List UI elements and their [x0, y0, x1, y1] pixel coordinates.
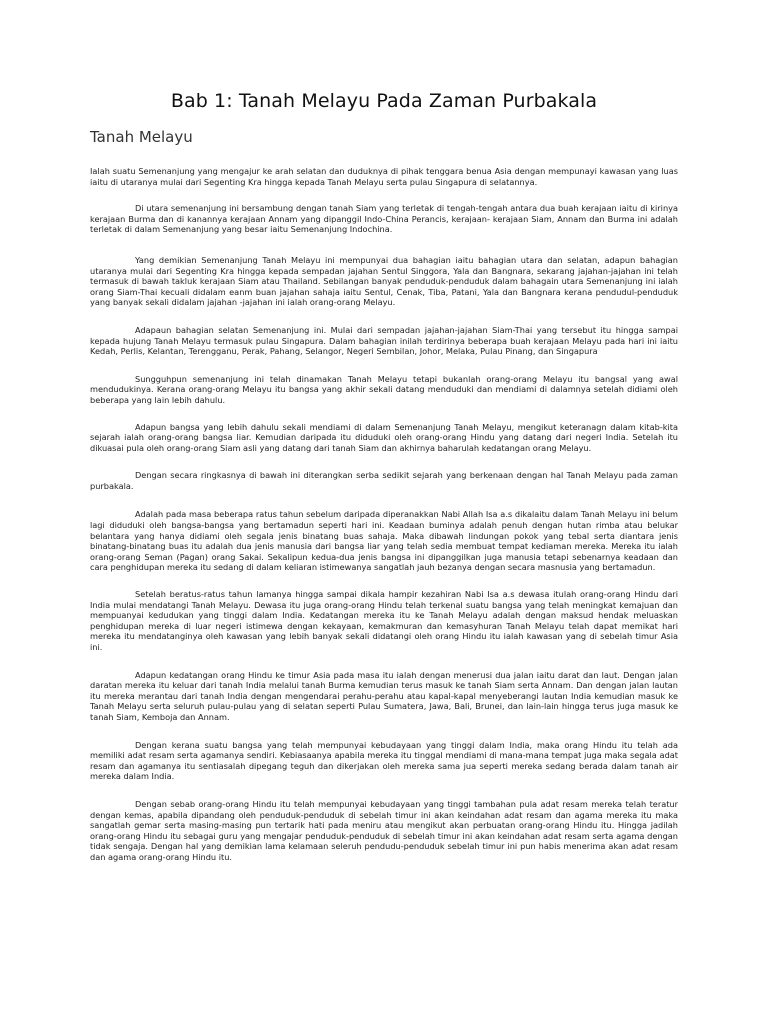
paragraph: Di utara semenanjung ini bersambung dengan tanah Siam yang terletak di tengah-tengah antara dua buah kerajaan iaitu di kirinya kerajaan Burma dan di kanannya kerajaan Annam yang dipanggil Indo-China Perancis, kerajaan- kerajaan Siam, Annam dan Burma ini adalah terletak di dalam Semenanjung yang besar iaitu Semenanjung Indochina. [90, 203, 678, 235]
paragraph: Dengan secara ringkasnya di bawah ini diterangkan serba sedikit sejarah yang berkenaan dengan hal Tanah Melayu pada zaman purbakala. [90, 470, 678, 491]
paragraph: Yang demikian Semenanjung Tanah Melayu ini mempunyai dua bahagian iaitu bahagian utara dan selatan, adapun bahagian utaranya mulai dari Segenting Kra hingga kepada sempadan jajahan Sentul Singgora, Yala dan Bangnara, sekarang jajahan-jajahan ini telah termasuk di bawah takluk kerajaan Siam atau Thailand. Sebilangan banyak penduduk-penduduk dalam bahagain utara Semenanjung ini ialah orang Siam-Thai kecuali didalam eanm buan jajahan sahaja iaitu Sentul, Cenak, Tiba, Patani, Yala dan Bangnara kerana pendudul-penduduk yang banyak sekali didalam jajahan -jajahan ini ialah orang-orang Melayu. [90, 254, 678, 308]
paragraph: Adapun kedatangan orang Hindu ke timur Asia pada masa itu ialah dengan menerusi dua jalan iaitu darat dan laut. Dengan jalan daratan mereka itu keluar dari tanah India melalui tanah Burma kemudian terus masuk ke tanah Siam serta Annam. Dan dengan jalan lautan itu mereka merantau dari tanah India dengan mengendarai perahu-perahu atau kapal-kapal menyeberangi lautan India kemudian masuk ke Tanah Melayu serta seluruh pulau-pulau yang di selatan seperti Pulau Sumatera, Jawa, Bali, Brunei, dan lain-lain hingga terus juga masuk ke tanah Siam, Kemboja dan Annam. [90, 669, 678, 722]
section-heading: Tanah Melayu [90, 128, 193, 146]
document-body [90, 166, 678, 863]
paragraph: Sungguhpun semenanjung ini telah dinamakan Tanah Melayu tetapi bukanlah orang-orang Melayu itu bangsal yang awal mendudukinya. Kerana orang-orang Melayu itu bangsa yang akhir sekali datang menduduki dan mendiami di dalamnya setelah didiami oleh beberapa yang lain lebih dahulu. [90, 373, 678, 405]
paragraph: Adapun bangsa yang lebih dahulu sekali mendiami di dalam Semenanjung Tanah Melayu, mengikut keteranagn dalam kitab-kita sejarah ialah orang-orang bangsa liar. Kemudian daripada itu diduduki oleh orang-orang Hindu yang datang dari negeri India. Setelah itu dikuasai pula oleh orang-orang Siam asli yang datang dari tanah Siam dan akhirnya baharulah kedatangan orang Melayu. [90, 421, 678, 453]
paragraph: Ialah suatu Semenanjung yang mengajur ke arah selatan dan duduknya di pihak tenggara benua Asia dengan mempunayi kawasan yang luas iaitu di utaranya mulai dari Segenting Kra hingga kepada Tanah Melayu serta pulau Singapura di selatannya. [90, 166, 678, 187]
paragraph: Setelah beratus-ratus tahun lamanya hingga sampai dikala hampir kezahiran Nabi Isa a.s dewasa itulah orang-orang Hindu dari India mulai mendatangi Tanah Melayu. Dewasa itu juga orang-orang Hindu telah terkenal suatu bangsa yang telah meningkat kemajuan dan mempuanyai kedudukan yang tinggi dalam India. Kedatangan mereka itu ke Tanah Melayu adalah dengan maksud hendak meluaskan penghidupan mereka di luar negeri istimewa dengan kekayaan, kemakmuran dan kemasyhuran Tanah Melayu telah dapat memikat hari mereka itu mendatanginya oleh kawasan yang lebih banyak sekali didatangi oleh orang Hindu itu ialah kawasan yang di sebelah timur Asia ini. [90, 589, 678, 652]
paragraph: Dengan sebab orang-orang Hindu itu telah mempunyai kebudayaan yang tinggi tambahan pula adat resam mereka telah teratur dengan kemas, apabila dipandang oleh penduduk-penduduk di sebelah timur ini akan keindahan adat resam dan agama mereka itu maka sangatlah gemar serta masing-masing pun tertarik hati pada meniru atau mengikut akan perbuatan orang-orang Hindu itu. Hingga jadilah orang-orang Hindu itu sebagai guru yang mengajar penduduk-penduduk di sebelah timur ini akan keindahan adat resam serta agama dengan tidak sengaja. Dengan hal yang demikian lama kelamaan seleruh pendudu-penduduk sebelah timur ini pun habis menerima akan adat resam dan agama orang-orang Hindu itu. [90, 798, 678, 862]
paragraph: Adapaun bahagian selatan Semenanjung ini. Mulai dari sempadan jajahan-jajahan Siam-Thai yang tersebut itu hingga sampai kepada hujung Tanah Melayu termasuk pulau Singapura. Dalam bahagian inilah terdirinya beberapa buah kerajaan Melayu pada hari ini iaitu Kedah, Perlis, Kelantan, Terengganu, Perak, Pahang, Selangor, Negeri Sembilan, Johor, Melaka, Pulau Pinang, dan Singapura [90, 324, 678, 357]
chapter-title: Bab 1: Tanah Melayu Pada Zaman Purbakala [170, 90, 598, 112]
paragraph: Adalah pada masa beberapa ratus tahun sebelum daripada diperanakkan Nabi Allah Isa a.s dikalaitu dalam Tanah Melayu ini belum lagi diduduki oleh bangsa-bangsa yang bertamadun seperti hari ini. Keadaan buminya adalah penuh dengan hutan rimba atau belukar belantara yang hanya didiami oleh segala jenis binatang buas sahaja. Maka dibawah lindungan pokok yang tebal serta diantara jenis binatang-binatang buas itu adalah dua jenis manusia dari bangsa liar yang telah sedia membuat tempat kediaman mereka. Mereka itu ialah orang-orang Seman (Pagan) orang Sakai. Sekalipun kedua-dua jenis bangsa ini dipanggilkan juga manusia tetapi sebenarnya keadaan dan cara penghidupan mereka itu sedang di dalam keliaran istimewanya sangatlah jauh bezanya dengan secara masnusia yang bertamadun. [90, 509, 678, 573]
paragraph: Dengan kerana suatu bangsa yang telah mempunyai kebudayaan yang tinggi dalam India, maka orang Hindu itu telah ada memiliki adat resam serta agamanya sendiri. Kebiasaanya apabila mereka itu tinggal mendiami di mana-mana tempat juga maka segala adat resam dan agamanya itu sentiasalah dipegang teguh dan dikerjakan oleh mereka sama jua seperti mereka sedang berada dalam tanah air mereka dalam India. [90, 739, 678, 782]
